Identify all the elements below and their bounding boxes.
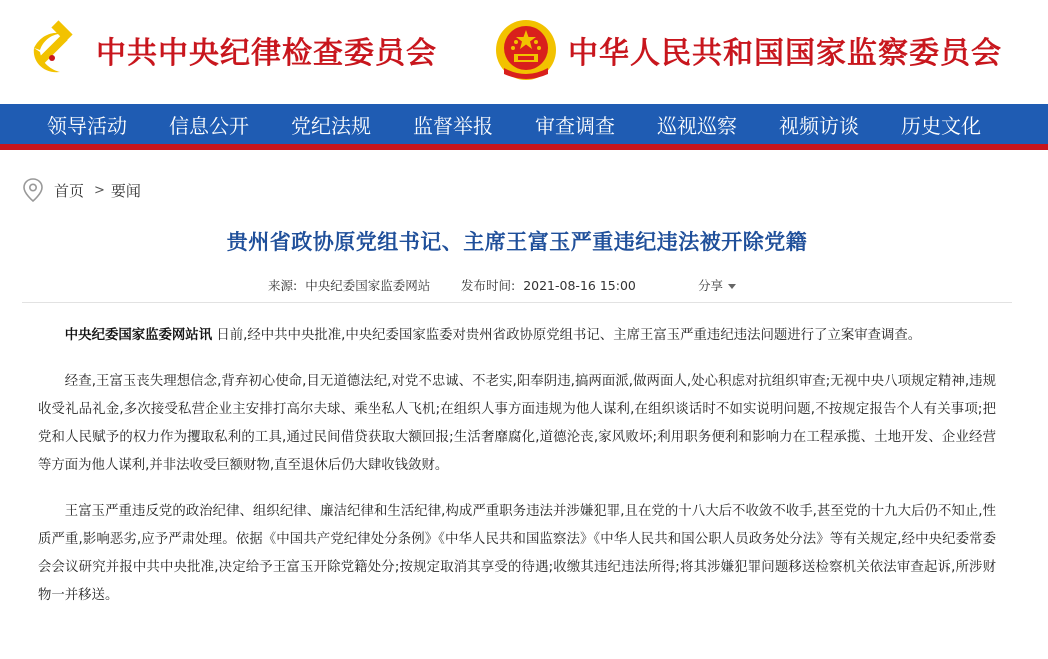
- hammer-sickle-icon: [22, 18, 86, 82]
- nav-item-report[interactable]: 监督举报: [413, 113, 493, 138]
- nav-item-disclosure[interactable]: 信息公开: [169, 113, 249, 138]
- article-paragraph: 经查,王富玉丧失理想信念,背弃初心使命,目无道德法纪,对党不忠诚、不老实,阳奉阴违,搞两面派,做两面人,处心积虑对抗组织审查;无视中央八项规定精神,违规收受礼品礼金,多次接受私营企业主安排打高尔夫球、乘坐私人飞机;在组织人事方面违规为他人谋利,在组织谈话时不如实说明问题,不按规定报告个人有关事项;把党和人民赋予的权力作为攫取私利的工具,通过民间借贷获取大额回报;生活奢靡腐化,道德沦丧,家风败坏;利用职务便利和影响力在工程承揽、土地开发、企业经营等方面为他人谋利,并非法收受巨额财物,直至退休后仍大肆收钱敛财。: [38, 374, 996, 473]
- share-button[interactable]: [698, 276, 736, 294]
- breadcrumb-current-link[interactable]: 要闻: [110, 181, 141, 200]
- meta-divider: [22, 302, 1012, 303]
- nsc-title: 中华人民共和国国家监察委员会: [568, 36, 1002, 71]
- article-title: 贵州省政协原党组书记、主席王富玉严重违纪违法被开除党籍: [226, 230, 808, 254]
- article-paragraph: [38, 322, 996, 350]
- time-label: 发布时间:: [461, 278, 516, 293]
- nav-item-regulations[interactable]: 党纪法规: [291, 113, 371, 138]
- nav-item-history[interactable]: 历史文化: [901, 113, 981, 138]
- ccdi-title: 中共中央纪律检查委员会: [96, 36, 437, 71]
- main-nav: [0, 104, 1048, 150]
- site-header: [0, 0, 1048, 104]
- share-label: 分享: [698, 278, 724, 293]
- breadcrumb: [22, 176, 141, 204]
- nav-item-leadership[interactable]: 领导活动: [47, 113, 127, 138]
- lead-source: 中央纪委国家监委网站讯: [64, 328, 213, 343]
- breadcrumb-separator: >: [94, 182, 105, 198]
- caret-down-icon: [728, 284, 736, 289]
- nav-item-inspection[interactable]: 巡视巡察: [657, 113, 737, 138]
- breadcrumb-home-link[interactable]: 首页: [54, 181, 85, 200]
- nav-item-investigation[interactable]: 审查调查: [535, 113, 615, 138]
- article-time: [461, 276, 636, 294]
- paragraph-text: 日前,经中共中央批准,中央纪委国家监委对贵州省政协原党组书记、主席王富玉严重违纪违法问题进行了立案审查调查。: [212, 328, 922, 343]
- article-source: [268, 276, 430, 294]
- article-paragraph: 王富玉严重违反党的政治纪律、组织纪律、廉洁纪律和生活纪律,构成严重职务违法并涉嫌犯罪,且在党的十八大后不收敛不收手,甚至党的十九大后仍不知止,性质严重,影响恶劣,应予严肃处理。依据《中国共产党纪律处分条例》《中华人民共和国监察法》《中华人民共和国公职人员政务处分法》等有关规定,经中央纪委常委会会议研究并报中共中央批准,决定给予王富玉开除党籍处分;按规定取消其享受的待遇;收缴其违纪违法所得;将其涉嫌犯罪问题移送检察机关依法审查起诉,所涉财物一并移送。: [38, 504, 996, 603]
- article-body: [38, 322, 996, 628]
- ccdi-logo[interactable]: [22, 14, 437, 86]
- source-value: 中央纪委国家监委网站: [305, 278, 431, 293]
- time-value: 2021-08-16 15:00: [523, 278, 636, 293]
- source-label: 来源:: [268, 278, 298, 293]
- location-pin-icon: [22, 177, 44, 203]
- nav-item-video[interactable]: 视频访谈: [779, 113, 859, 138]
- nsc-logo[interactable]: [494, 14, 1002, 86]
- national-emblem-icon: [494, 18, 558, 82]
- article-meta: [22, 276, 1012, 296]
